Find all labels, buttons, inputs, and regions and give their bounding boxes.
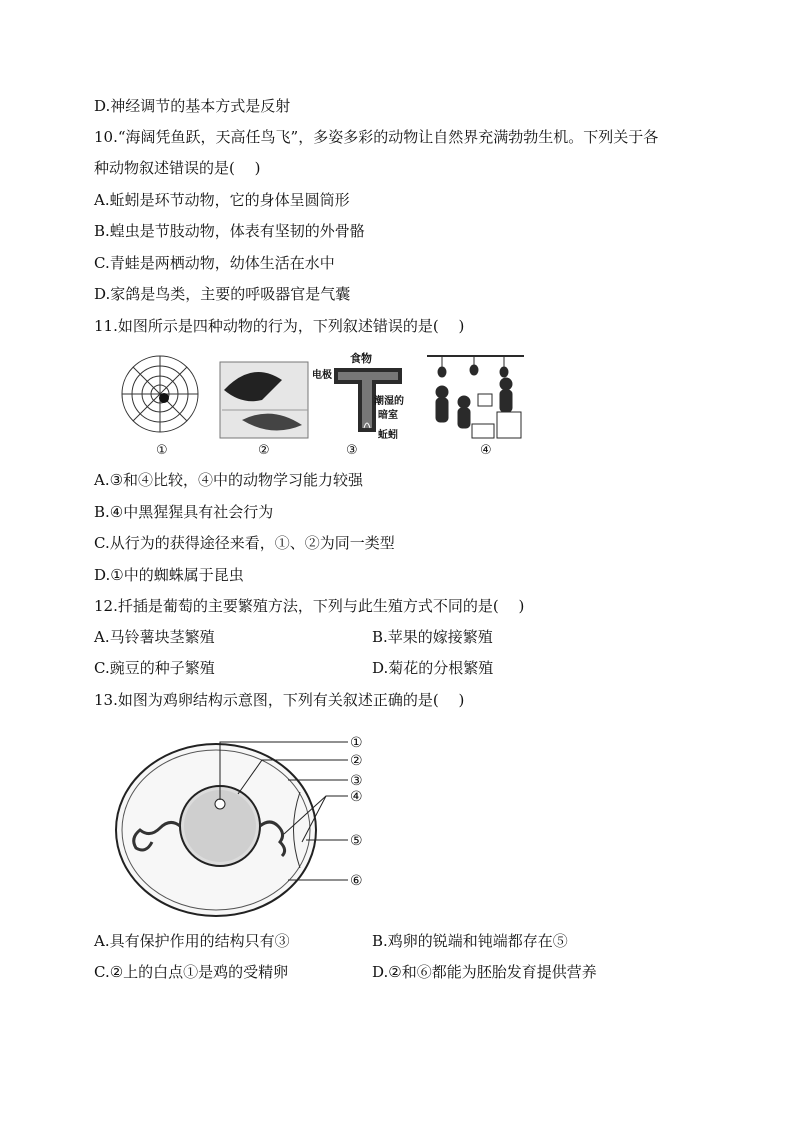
animal-behavior-illustration <box>112 350 532 460</box>
label-2: ② <box>350 753 363 769</box>
q13-option-c: C.②上的白点①是鸡的受精卵 <box>94 963 289 981</box>
q13-option-d: D.②和⑥都能为胚胎发育提供营养 <box>372 963 597 981</box>
q12-stem: 12.扦插是葡萄的主要繁殖方法，下列与此生殖方式不同的是( ) <box>94 597 525 615</box>
q11-stem: 11.如图所示是四种动物的行为，下列叙述错误的是( ) <box>94 317 465 335</box>
q13-option-a: A.具有保护作用的结构只有③ <box>94 932 290 950</box>
caption-1: ① <box>156 443 168 458</box>
bird-feeding-fish-icon <box>220 362 308 438</box>
q10-stem-line2: 种动物叙述错误的是( ) <box>94 159 261 177</box>
q12-option-c: C.豌豆的种子繁殖 <box>94 659 215 677</box>
egg-structure-diagram <box>112 730 382 920</box>
q12-row-1 <box>94 627 215 647</box>
q11-option-c: C.从行为的获得途径来看，①、②为同一类型 <box>94 534 395 552</box>
q11-option-b: B.④中黑猩猩具有社会行为 <box>94 503 274 521</box>
q10-stem-line1: 10.“海阔凭鱼跃，天高任鸟飞”，多姿多彩的动物让自然界充满勃勃生机。下列关于各 <box>94 128 659 146</box>
maze-label-earthworm: 蚯蚓 <box>378 430 398 441</box>
maze-label-food: 食物 <box>350 352 372 365</box>
maze-label-dark-room-1: 潮湿的 <box>374 396 404 407</box>
label-4: ④ <box>350 789 363 805</box>
chimpanzees-boxes-icon <box>427 356 524 438</box>
q13-egg-figure <box>112 730 382 920</box>
q9-option-d: D.神经调节的基本方式是反射 <box>94 97 291 115</box>
maze-label-electrode: 电极 <box>312 370 332 381</box>
q12-option-a: A.马铃薯块茎繁殖 <box>94 628 215 646</box>
q12-option-b: B.苹果的嫁接繁殖 <box>372 628 493 646</box>
q10-option-d: D.家鸽是鸟类，主要的呼吸器官是气囊 <box>94 285 351 303</box>
caption-3: ③ <box>346 443 358 458</box>
q10-option-c: C.青蛙是两栖动物，幼体生活在水中 <box>94 254 335 272</box>
label-6: ⑥ <box>350 873 363 889</box>
caption-2: ② <box>258 443 270 458</box>
spider-web-icon <box>122 356 198 432</box>
q10-option-a: A.蚯蚓是环节动物，它的身体呈圆筒形 <box>94 191 350 209</box>
q11-option-d: D.①中的蜘蛛属于昆虫 <box>94 566 244 584</box>
q13-stem: 13.如图为鸡卵结构示意图，下列有关叙述正确的是( ) <box>94 691 465 709</box>
q12-option-d: D.菊花的分根繁殖 <box>372 659 494 677</box>
label-3: ③ <box>350 773 363 789</box>
q11-option-a: A.③和④比较，④中的动物学习能力较强 <box>94 471 364 489</box>
spider-icon <box>159 393 169 403</box>
caption-4: ④ <box>480 443 492 458</box>
maze-label-dark-room-2: 暗室 <box>378 410 398 421</box>
q11-figure <box>112 350 532 460</box>
label-5: ⑤ <box>350 833 363 849</box>
germinal-disc <box>215 799 225 809</box>
q10-option-b: B.蝗虫是节肢动物，体表有坚韧的外骨骼 <box>94 222 365 240</box>
label-1: ① <box>350 735 363 751</box>
q13-option-b: B.鸡卵的锐端和钝端都存在⑤ <box>372 932 568 950</box>
